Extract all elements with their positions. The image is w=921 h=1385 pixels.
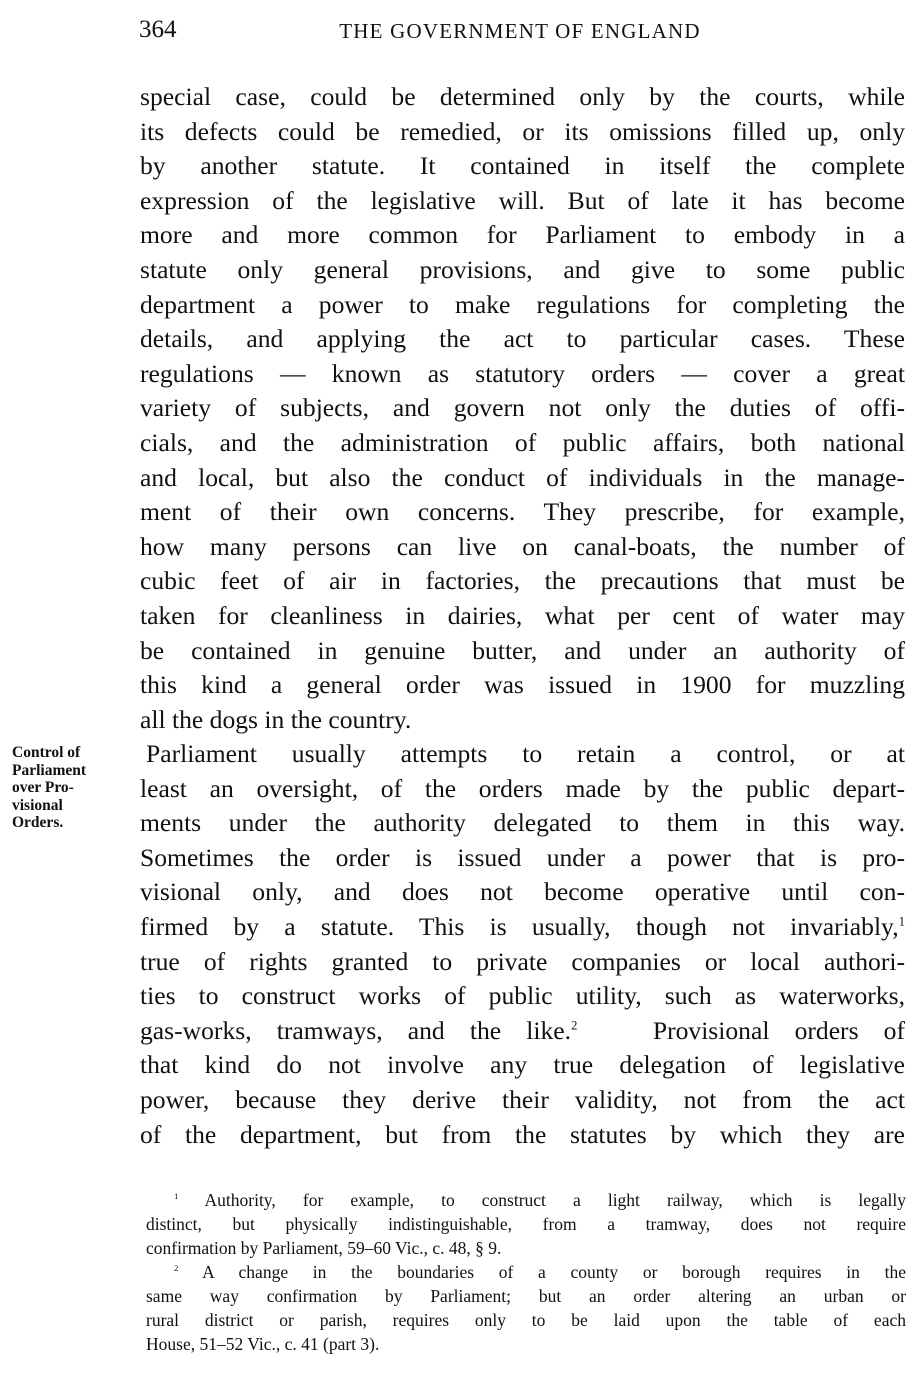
text-line: department a power to make regulations for completing the xyxy=(140,289,905,319)
text-line: cubic feet of air in factories, the precautions that must be xyxy=(140,566,905,596)
footnote-line: House, 51–52 Vic., c. 41 (part 3). xyxy=(146,1334,380,1354)
text-line: ment of their own concerns. They prescribe, for example, xyxy=(140,497,905,527)
text-line: more and more common for Parliament to embody in a xyxy=(140,220,905,250)
footnotes xyxy=(146,1188,906,1356)
paragraph-2 xyxy=(140,737,905,1152)
paragraph-1 xyxy=(140,80,905,737)
footnote-line xyxy=(146,1188,906,1212)
page-number: 364 xyxy=(139,16,177,43)
margin-note-line: Control of xyxy=(12,744,81,761)
text-line: Parliament usually attempts to retain a control, or at xyxy=(146,739,905,768)
text-line: of the department, but from the statutes by which they are xyxy=(140,1119,905,1149)
text-segment: firmed by a statute. This is usually, though not invariably, xyxy=(140,911,899,941)
footnote-line: rural district or parish, requires only to be laid upon the table of each xyxy=(146,1310,906,1330)
text-line: be contained in genuine butter, and under an authority of xyxy=(140,635,905,665)
margin-note-line: visional xyxy=(12,796,63,814)
footnote-text: Authority, for example, to construct a light railway, which is legally xyxy=(204,1190,906,1210)
footnote-marker: 2 xyxy=(174,1263,179,1274)
footnote-line: distinct, but physically indistinguishable, from a tramway, does not require xyxy=(146,1214,906,1234)
text-line: that kind do not involve any true delegation of legislative xyxy=(140,1050,905,1080)
footnote-ref-1: 1 xyxy=(898,914,905,929)
footnote-line: same way confirmation by Parliament; but an order altering an urban or xyxy=(146,1286,906,1306)
text-line: true of rights granted to private companies or local authori- xyxy=(140,946,905,976)
footnote-line xyxy=(146,1260,906,1284)
text-line: ties to construct works of public utility, such as waterworks, xyxy=(140,981,905,1011)
footnote-marker: 1 xyxy=(174,1191,179,1202)
margin-note-line: over Pro- xyxy=(12,779,74,796)
text-line xyxy=(140,1014,905,1049)
running-head: THE GOVERNMENT OF ENGLAND xyxy=(339,19,701,43)
text-line: Sometimes the order is issued under a power that is pro- xyxy=(140,842,905,872)
text-line: ments under the authority delegated to them in this way. xyxy=(140,808,905,838)
text-line: regulations — known as statutory orders — cover a great xyxy=(140,358,905,388)
text-line: taken for cleanliness in dairies, what per cent of water may xyxy=(140,600,905,630)
footnote-line: confirmation by Parliament, 59–60 Vic., c. 48, § 9. xyxy=(146,1238,502,1258)
text-line: visional only, and does not become operative until con- xyxy=(140,877,905,907)
text-line: its defects could be remedied, or its omissions filled up, only xyxy=(140,116,905,146)
margin-note xyxy=(12,744,132,832)
text-line: statute only general provisions, and give to some public xyxy=(140,254,905,284)
footnote-2 xyxy=(146,1260,906,1356)
footnote-1 xyxy=(146,1188,906,1260)
text-segment: Provisional orders of xyxy=(652,1015,905,1045)
footnote-ref-2: 2 xyxy=(571,1018,578,1033)
margin-note-line: Orders. xyxy=(12,814,64,831)
text-line: this kind a general order was issued in 1900 for muzzling xyxy=(140,670,905,700)
text-segment: gas-works, tramways, and the like. xyxy=(140,1015,572,1045)
text-line: power, because they derive their validity, not from the act xyxy=(140,1084,905,1114)
text-line: how many persons can live on canal-boats, the number of xyxy=(140,531,905,561)
text-line: all the dogs in the country. xyxy=(140,704,412,734)
text-line: special case, could be determined only by the courts, while xyxy=(140,82,905,111)
text-line: least an oversight, of the orders made by the public depart- xyxy=(140,773,905,803)
text-line: and local, but also the conduct of individuals in the manage- xyxy=(140,462,905,492)
text-line: expression of the legislative will. But of late it has become xyxy=(140,185,905,215)
text-line: cials, and the administration of public affairs, both national xyxy=(140,427,905,457)
text-line: by another statute. It contained in itself the complete xyxy=(140,151,905,181)
margin-note-line: Parliament xyxy=(12,761,87,779)
text-line: variety of subjects, and govern not only the duties of offi- xyxy=(140,393,905,423)
footnote-text: A change in the boundaries of a county or borough requires in the xyxy=(202,1262,906,1282)
text-line: details, and applying the act to particular cases. These xyxy=(140,324,905,354)
text-line xyxy=(140,910,905,945)
